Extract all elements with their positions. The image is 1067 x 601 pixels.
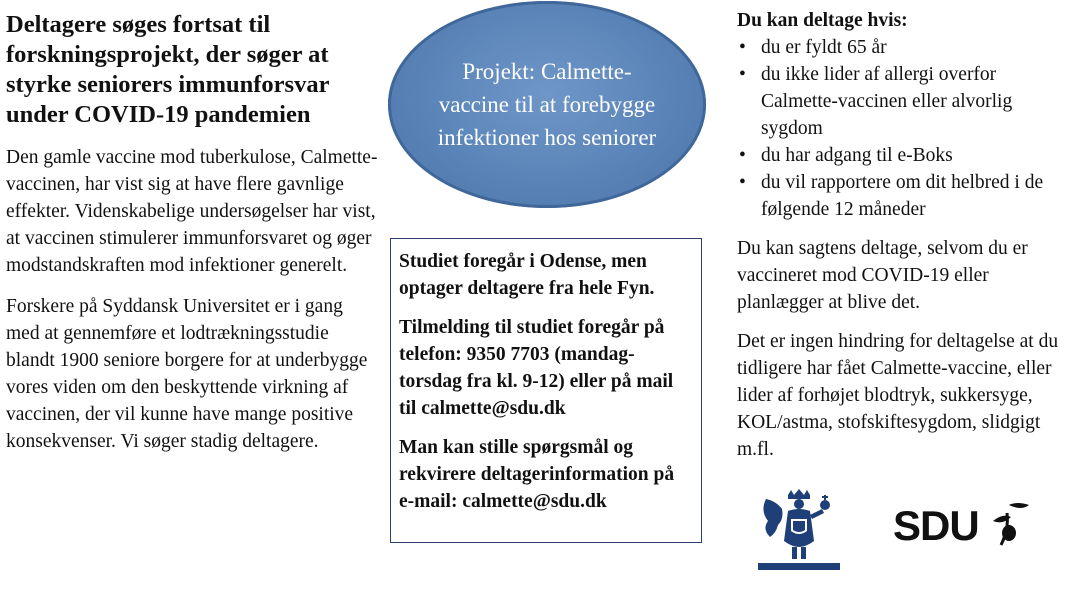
university-crest-logo: [758, 489, 840, 573]
registration-info: Tilmelding til studiet foregår på telefon: 9350 7703 (mandag-torsdag fra kl. 9-12) eller på mail til calmette@sdu.dk: [399, 317, 674, 419]
list-item: • du har adgang til e-Boks: [739, 145, 953, 166]
eligibility-heading: Du kan deltage hvis:: [737, 10, 908, 31]
list-item: • du vil rapportere om dit helbred i de følgende 12 måneder: [739, 172, 1044, 220]
eligibility-list: [737, 34, 1062, 223]
list-item: • du er fyldt 65 år: [739, 37, 887, 58]
questions-info: Man kan stille spørgsmål og rekvirere deltagerinformation på e-mail: calmette@sdu.dk: [399, 437, 675, 512]
list-item: • du ikke lider af allergi overfor Calmette-vaccinen eller alvorlig sygdom: [739, 64, 1013, 139]
location-info: Studiet foregår i Odense, men optager deltagere fra hele Fyn.: [399, 251, 655, 299]
headline: Deltagere søges fortsat til forskningsprojekt, der søger at styrke seniorers immunforsvar under COVID-19 pandemien: [6, 11, 329, 128]
sdu-logo: [893, 497, 1033, 557]
covid-vaccine-paragraph: Du kan sagtens deltage, selvom du er vaccineret mod COVID-19 eller planlægger at blive det.: [737, 238, 1028, 313]
intro-paragraph: Den gamle vaccine mod tuberkulose, Calmette-vaccinen, har vist sig at have flere gavnlige effekter. Videnskabelige undersøgelser har vist, at vaccinen stimulerer immunforsvaret og øger modstandskraften mod infektioner generelt.: [6, 147, 378, 276]
contact-info-box: [390, 238, 702, 543]
right-column: [737, 8, 1062, 475]
conditions-paragraph: Det er ingen hindring for deltagelse at du tidligere har fået Calmette-vaccine, eller lider af forhøjet blodtryk, sukkersyge, KOL/astma, stofskiftesygdom, slidgigt m.fl.: [737, 331, 1059, 460]
project-oval: [388, 1, 706, 208]
olive-branch-icon: [987, 499, 1033, 551]
sdu-logo-text: SDU: [893, 502, 979, 549]
project-oval-text: Projekt: Calmette-vaccine til at forebygge infektioner hos seniorer: [437, 59, 657, 150]
study-paragraph: Forskere på Syddansk Universitet er i gang med at gennemføre et lodtrækningsstudie blandt 1900 seniore borgere for at underbygge vores viden om den beskyttende virkning af vaccinen, der vil kunne have mange positive konsekvenser. Vi søger stadig deltagere.: [6, 296, 368, 452]
left-column: [6, 10, 378, 465]
